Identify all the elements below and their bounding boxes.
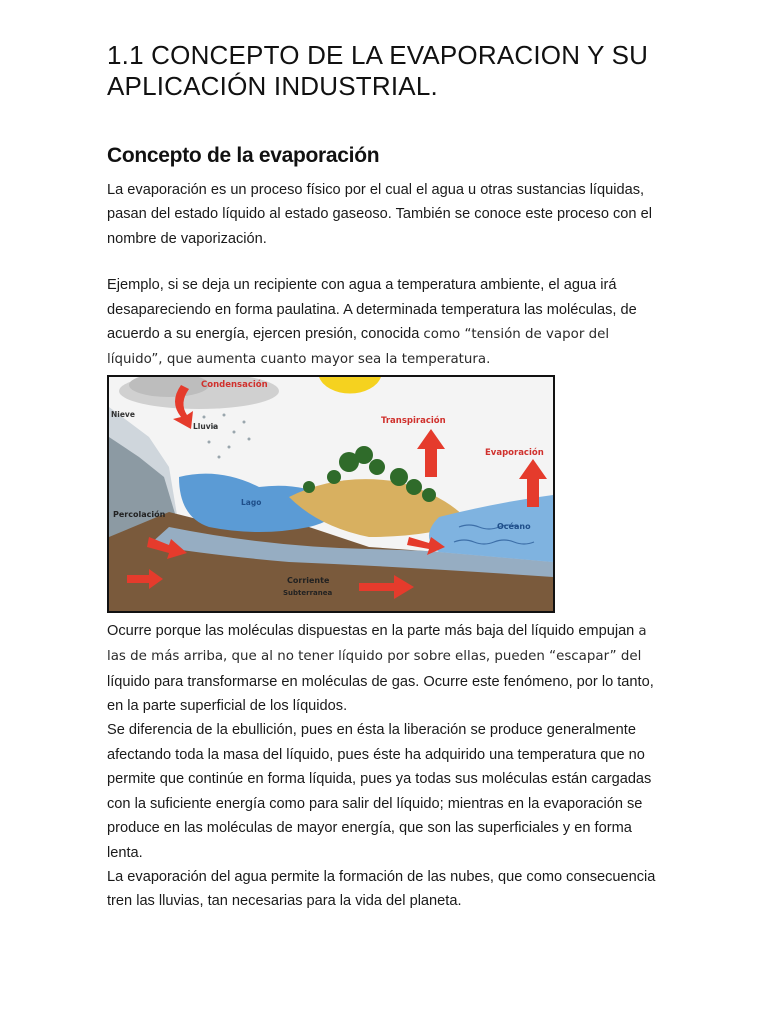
paragraph-definition: La evaporación es un proceso físico por el cual el agua u otras sustancias líquidas, pasan del estado líquido al estado gaseoso. También se conoce este proceso con el nombre de vaporización.: [107, 182, 652, 247]
paragraph-clouds: La evaporación del agua permite la formación de las nubes, que como consecuencia tren las lluvias, tan necesarias para la vida del planeta.: [107, 868, 656, 910]
paragraph-cause-text-1: Ocurre porque las moléculas dispuestas en la parte más baja del líquido empujan: [107, 622, 639, 639]
paragraph-cause-text-3: líquido para transformarse en moléculas de gas. Ocurre este fenómeno, por lo tanto, en la parte superficial de los líquidos.: [107, 673, 654, 715]
water-cycle-diagram: [107, 375, 555, 613]
label-percolacion: Percolación: [113, 509, 166, 519]
label-evaporacion: Evaporación: [485, 447, 544, 458]
label-condensacion: Condensación: [201, 379, 268, 390]
paragraph-example-quote: como “tensión de vapor del líquido”, que aumenta cuanto mayor sea la temperatura.: [107, 327, 610, 368]
paragraph-example-text: Ejemplo, si se deja un recipiente con agua a temperatura ambiente, el agua irá desapareciendo en forma paulatina. A determinada temperatura las moléculas, de acuerdo a su energía, ejercen presión, conocida: [107, 277, 637, 343]
label-subterranea: Subterranea: [283, 588, 333, 597]
paragraph-example: [107, 273, 667, 373]
label-oceano: Océano: [497, 521, 531, 531]
paragraph-difference: Se diferencia de la ebullición, pues en ésta la liberación se produce generalmente afectando toda la masa del líquido, pues éste ha adquirido una temperatura que no permite que continúe en forma líquida, pues ya todas sus moléculas están cargadas con la suficiente energía como para salir del líquido; mientras en la evaporación se produce en las moléculas de mayor energía, que son las superficiales y en forma lenta.: [107, 722, 652, 861]
label-corriente: Corriente: [287, 575, 330, 585]
document-title: 1.1 CONCEPTO DE LA EVAPORACION Y SU APLICACIÓN INDUSTRIAL.: [107, 40, 649, 101]
label-nieve: Nieve: [111, 409, 135, 419]
label-lluvia: Lluvia: [193, 421, 219, 431]
paragraph-cause: [107, 619, 667, 719]
document-page: [107, 40, 667, 914]
water-cycle-illustration: [109, 377, 553, 611]
paragraph-cause-text-2: a las de más arriba, que al no tener líquido por sobre ellas, pueden “escapar” del: [107, 623, 647, 665]
label-lago: Lago: [241, 497, 262, 507]
label-transpiracion: Transpiración: [381, 415, 446, 426]
section-heading: Concepto de la evaporación: [107, 144, 380, 167]
